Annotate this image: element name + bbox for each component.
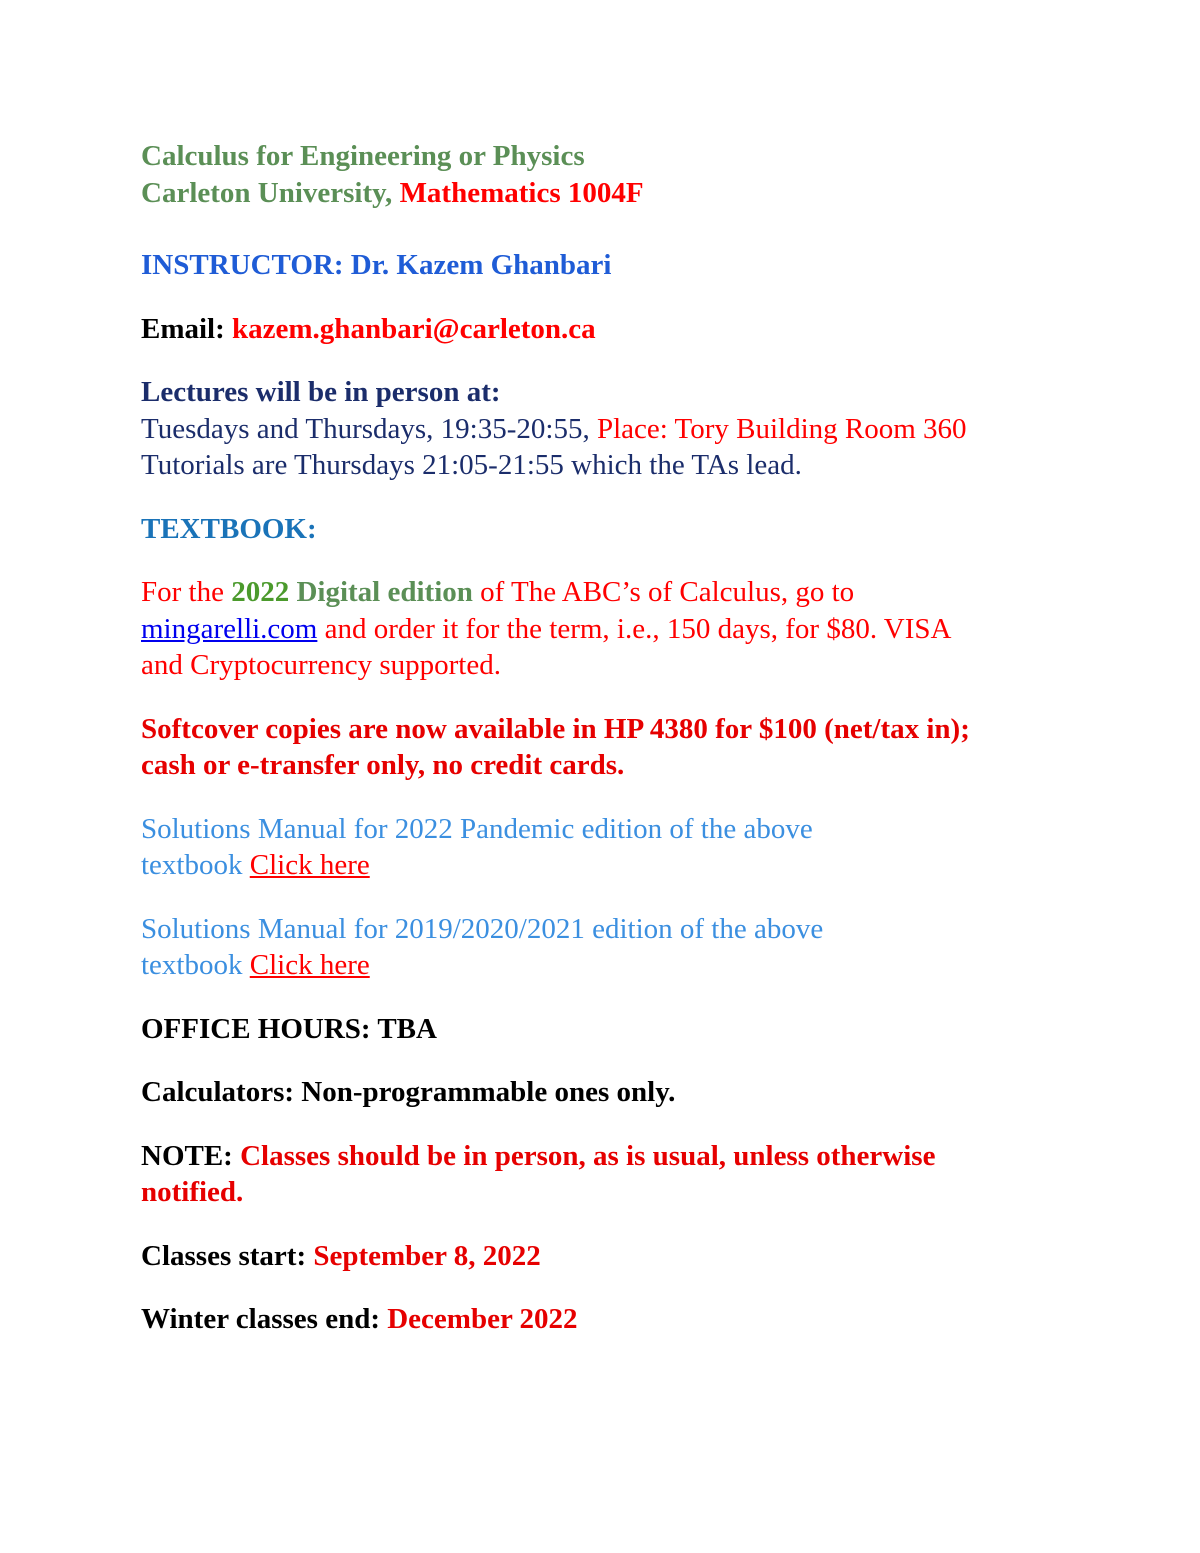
- mingarelli-link[interactable]: mingarelli.com: [141, 612, 318, 645]
- solutions-2022-click-here-link[interactable]: Click here: [249, 849, 370, 881]
- email-label: Email:: [141, 312, 225, 345]
- textbook-text-c: and order it for the term, i.e., 150 days, for $80. VISA: [317, 612, 952, 645]
- classes-end-date: December 2022: [387, 1303, 578, 1335]
- calculators-note: Calculators: Non-programmable ones only.: [141, 1076, 676, 1108]
- textbook-year: 2022: [231, 576, 290, 608]
- classes-end: [141, 1301, 1101, 1338]
- solutions-2022-prefix: textbook: [141, 849, 250, 881]
- softcover-notice: [141, 711, 1101, 784]
- course-code: Mathematics 1004F: [399, 176, 644, 209]
- textbook-heading: TEXTBOOK:: [141, 512, 317, 545]
- course-header: [141, 138, 1101, 211]
- solutions-2019-line-1: Solutions Manual for 2019/2020/2021 edition of the above: [141, 912, 824, 945]
- tutorial-schedule: Tutorials are Thursdays 21:05-21:55 which the TAs lead.: [141, 449, 802, 481]
- email-address[interactable]: kazem.ghanbari@carleton.ca: [232, 312, 596, 345]
- instructor-line: INSTRUCTOR: Dr. Kazem Ghanbari: [141, 249, 612, 281]
- solutions-2022-line-1: Solutions Manual for 2022 Pandemic edition of the above: [141, 812, 813, 845]
- note-line-1: Classes should be in person, as is usual, unless otherwise: [240, 1139, 936, 1172]
- lecture-schedule: Tuesdays and Thursdays, 19:35-20:55,: [141, 412, 590, 445]
- solutions-2019-click-here-link[interactable]: Click here: [249, 949, 370, 981]
- office-hours: OFFICE HOURS: TBA: [141, 1012, 437, 1045]
- lectures-heading: Lectures will be in person at:: [141, 376, 501, 408]
- solutions-manual-2019: [141, 911, 1101, 984]
- syllabus-document: [141, 138, 1101, 1338]
- lectures-section: [141, 374, 1101, 484]
- softcover-line-1: Softcover copies are now available in HP 4380 for $100 (net/tax in);: [141, 712, 970, 745]
- note-line-2: notified.: [141, 1176, 244, 1208]
- note-section: [141, 1138, 1101, 1211]
- textbook-text-b: of The ABC’s of Calculus, go to: [472, 576, 855, 608]
- classes-start-label: Classes start:: [141, 1239, 314, 1272]
- classes-start: [141, 1238, 1101, 1275]
- university-name: Carleton University,: [141, 176, 393, 209]
- textbook-text-a: For the: [141, 576, 232, 608]
- textbook-edition: Digital edition: [289, 576, 473, 608]
- solutions-2019-prefix: textbook: [141, 949, 250, 981]
- solutions-manual-2022: [141, 811, 1101, 884]
- course-title: Calculus for Engineering or Physics: [141, 140, 585, 172]
- classes-start-date: September 8, 2022: [313, 1239, 541, 1272]
- classes-end-label: Winter classes end:: [141, 1303, 388, 1335]
- lecture-place: Place: Tory Building Room 360: [596, 412, 967, 445]
- note-label: NOTE:: [141, 1139, 241, 1172]
- textbook-digital-paragraph: [141, 574, 1101, 684]
- textbook-text-d: and Cryptocurrency supported.: [141, 649, 501, 681]
- softcover-line-2: cash or e-transfer only, no credit cards.: [141, 749, 625, 781]
- email-line: [141, 311, 1101, 348]
